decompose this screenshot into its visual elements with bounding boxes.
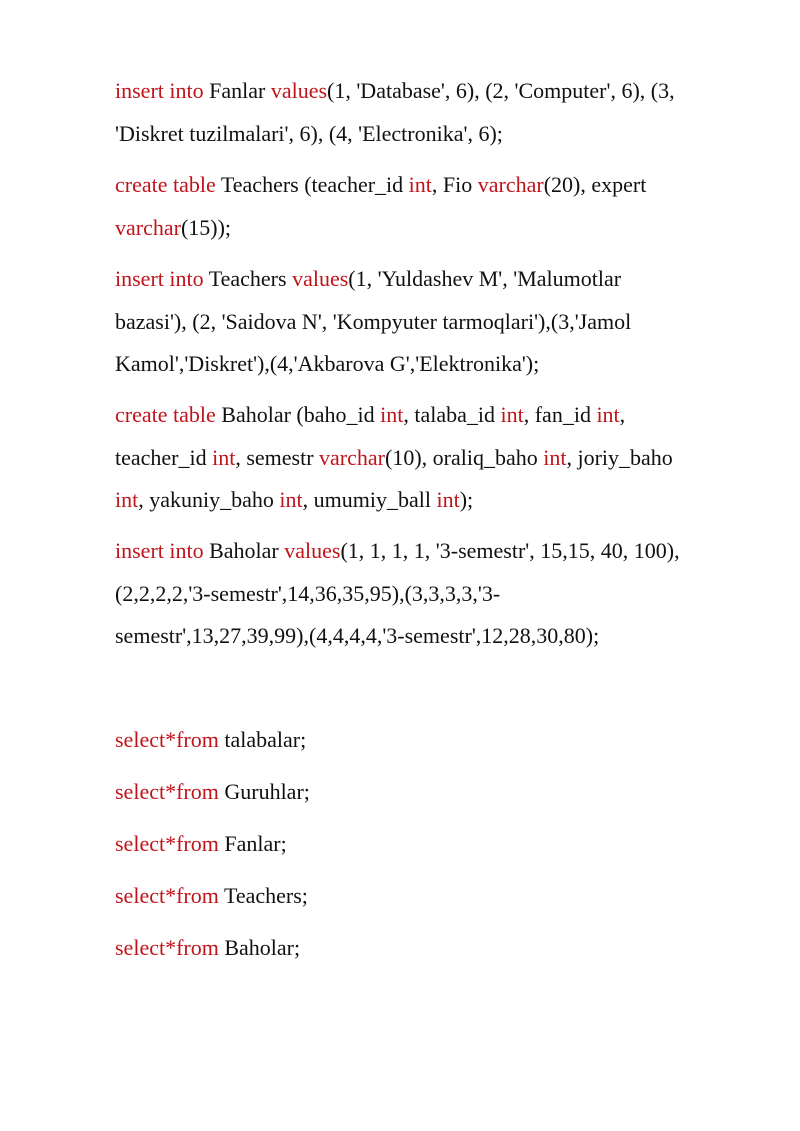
sql-text: Kamol','Diskret'),(4,'Akbarova G','Elektronika');	[115, 351, 540, 376]
sql-text: Baholar (baho_id	[215, 402, 381, 427]
sql-text: Baholar	[203, 538, 285, 563]
sql-keyword: values	[292, 266, 349, 291]
sql-keyword: int	[596, 402, 620, 427]
code-line	[115, 258, 755, 301]
code-line	[115, 573, 755, 616]
sql-text: Guruhlar;	[218, 779, 310, 804]
sql-keyword: select*from	[115, 935, 219, 960]
sql-keyword: insert into	[115, 538, 204, 563]
sql-text: (2,2,2,2,'3-semestr',14,36,35,95),(3,3,3,3,'3-	[115, 580, 501, 606]
sql-keyword: insert into	[115, 266, 204, 291]
code-line	[115, 207, 755, 250]
sql-text: , joriy_baho	[566, 444, 673, 470]
sql-text: , Fio	[431, 172, 478, 197]
sql-keyword: select*from	[115, 831, 219, 856]
sql-keyword: varchar	[477, 172, 544, 197]
sql-text: , semestr	[235, 444, 320, 470]
code-line	[115, 437, 755, 480]
code-line	[115, 343, 755, 386]
sql-text: (1, 'Database', 6), (2, 'Computer', 6), (3,	[327, 78, 675, 103]
sql-text: (20), expert	[543, 172, 647, 197]
sql-keyword: select*from	[115, 727, 219, 752]
sql-keyword: int	[500, 402, 524, 427]
sql-keyword: int	[279, 487, 303, 512]
code-line	[115, 823, 755, 866]
code-line	[115, 70, 755, 113]
sql-create-teachers	[115, 164, 755, 249]
code-line	[115, 927, 755, 970]
sql-keyword: values	[284, 538, 341, 563]
code-line	[115, 301, 755, 344]
sql-keyword: int	[436, 487, 460, 512]
sql-text: , fan_id	[523, 402, 597, 427]
sql-text: );	[459, 487, 474, 512]
code-line	[115, 875, 755, 918]
sql-text: , talaba_id	[403, 402, 501, 427]
sql-text: Fanlar	[203, 78, 271, 103]
code-line	[115, 479, 755, 522]
sql-keyword: int	[408, 172, 432, 197]
code-line	[115, 771, 755, 814]
sql-text: Teachers (teacher_id	[215, 172, 409, 197]
sql-select-guruhlar	[115, 771, 755, 814]
sql-text: (10), oraliq_baho	[385, 444, 544, 470]
sql-text: Teachers	[203, 266, 293, 291]
sql-insert-fanlar	[115, 70, 755, 155]
sql-text: , umumiy_ball	[302, 487, 437, 512]
sql-keyword: int	[212, 444, 236, 470]
sql-text: Fanlar;	[218, 831, 287, 856]
sql-text: ,	[619, 402, 626, 427]
sql-keyword: int	[543, 444, 567, 470]
sql-text: , yakuniy_baho	[138, 487, 280, 512]
sql-keyword: select*from	[115, 883, 219, 908]
sql-text: (1, 'Yuldashev M', 'Malumotlar	[348, 266, 622, 291]
sql-keyword: select*from	[115, 779, 219, 804]
sql-select-fanlar	[115, 823, 755, 866]
sql-text: (15));	[180, 214, 232, 240]
sql-text: 'Diskret tuzilmalari', 6), (4, 'Electronika', 6);	[115, 120, 503, 146]
code-line	[115, 164, 755, 207]
sql-keyword: insert into	[115, 78, 204, 103]
sql-insert-baholar	[115, 530, 755, 658]
sql-keyword: create table	[115, 172, 216, 197]
sql-keyword: varchar	[319, 444, 385, 470]
code-line	[115, 394, 755, 437]
code-line	[115, 113, 755, 156]
sql-text: (1, 1, 1, 1, '3-semestr', 15,15, 40, 100),	[340, 538, 680, 563]
sql-keyword: int	[380, 402, 404, 427]
sql-keyword: values	[270, 78, 328, 103]
sql-keyword: create table	[115, 402, 216, 427]
sql-keyword: varchar	[115, 214, 181, 240]
sql-select-teachers	[115, 875, 755, 918]
sql-text: teacher_id	[115, 444, 213, 470]
sql-text: semestr',13,27,39,99),(4,4,4,4,'3-semestr',12,28,30,80);	[115, 623, 600, 648]
code-line	[115, 530, 755, 573]
sql-text: Baholar;	[218, 935, 301, 960]
sql-select-talabalar	[115, 719, 755, 762]
sql-text: bazasi'), (2, 'Saidova N', 'Kompyuter tarmoqlari'),(3,'Jamol	[115, 308, 632, 334]
sql-insert-teachers	[115, 258, 755, 386]
sql-text: Teachers;	[218, 883, 308, 908]
sql-create-baholar	[115, 394, 755, 522]
sql-select-baholar	[115, 927, 755, 970]
sql-keyword: int	[115, 487, 139, 512]
code-line	[115, 615, 755, 658]
sql-text: talabalar;	[218, 727, 307, 752]
code-line	[115, 719, 755, 762]
